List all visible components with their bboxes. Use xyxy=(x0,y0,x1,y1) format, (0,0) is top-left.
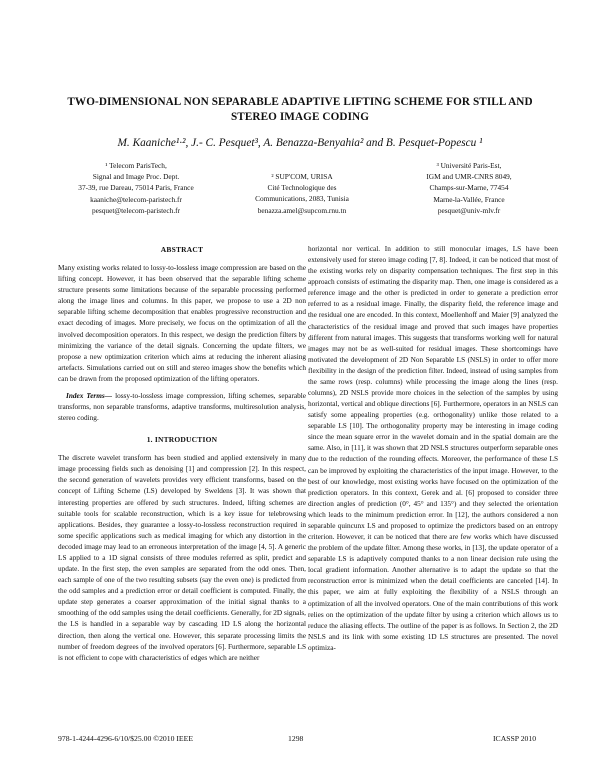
affiliation-email: pesquet@univ-mlv.fr xyxy=(437,205,501,215)
affiliation-line: IGM and UMR-CNRS 8049, xyxy=(426,172,512,182)
affiliation-1 xyxy=(50,160,222,216)
index-terms xyxy=(58,391,306,424)
index-terms-label: Index Terms— xyxy=(66,391,112,400)
affiliation-line: ¹ Telecom ParisTech, xyxy=(105,161,167,170)
affiliation-email: benazza.amel@supcom.rnu.tn xyxy=(257,205,347,215)
abstract-heading: ABSTRACT xyxy=(160,245,204,254)
affiliation-line: Signal and Image Proc. Dept. xyxy=(92,172,180,182)
paper-title xyxy=(40,95,560,125)
affiliation-email: pesquet@telecom-paristech.fr xyxy=(91,205,181,215)
affiliation-line: Cité Technologique des xyxy=(267,183,337,193)
author-list: M. Kaaniche¹·², J.- C. Pesquet³, A. Benazza-Benyahia² and B. Pesquet-Popescu ¹ xyxy=(117,137,483,149)
affiliation-line: ³ Université Paris-Est, xyxy=(436,161,502,170)
introduction-continued-text: horizontal nor vertical. In addition to still monocular images, LS have been extensively used for stereo image coding [7, 8]. Indeed, it can be noticed that most of the existing works rely on disparity compensation techniques. The first step in this approach consists of estimating the disparity map. Then, one image is considered as a reference image and the other is predicted in order to generate a prediction error referred to as a residual image. Finally, the disparity field, the reference image and the residual one are encoded. In this context, Moellenhoff and Maier [9] analyzed the characteristics of the residual image and proved that such images have properties different from natural images. This suggests that transforms working well for natural images may not be as well-suited for residual images. These shortcomings have motivated the development of 2D Non Separable LS (NSLS) in order to offer more flexibility in the design of the prediction filter. Indeed, instead of using samples from the same rows (resp. columns) while processing the image along the lines (resp. columns), 2D NSLS provide more choices in the selection of the samples by using horizontal, vertical and oblique directions [6]. Furthermore, operators in an NSLS can satisfy some appealing properties (e.g. orthogonality) unlike those related to a separable LS [10]. The orthogonality property may be interesting in image coding since the mean square error in the wavelet domain and in the spatial domain are the same. Also, in [11], it was shown that 2D NSLS structures outperform separable ones due to the reduction of the rounding effects. Moreover, the performance of these LS can be improved by exploiting the characteristics of the input image. However, to the best of our knowledge, most existing works have focused on the optimization of the prediction operators. In this context, Gerek and al. [6] proposed to consider three direction angles of prediction (0°, 45° and 135°) and they selected the orientation which leads to the minimum prediction error. In [12], the authors considered a non separable quincunx LS and proposed to optimize the predictors based on an entropy criterion. However, it can be noticed that there are few works which have discussed the problem of the update filter. Among these works, in [13], the update operator of a separable LS is adaptively computed thanks to a non linear decision rule using the local gradient information. Another alternative is to adapt the update so that the reconstruction error is minimized when the detail coefficients are canceled [14]. In this paper, we aim at fully exploiting the flexibility of a NSLS through an optimization of all the involved operators. One of the main contributions of this work relies on the optimization of the update filter by using a criterion which allows us to reduce the aliasing effects. The outline of the paper is as follows. In Section 2, the 2D NSLS and its link with some existing 1D LS structures are presented. The novel optimiza- xyxy=(308,245,558,652)
introduction-heading: 1. INTRODUCTION xyxy=(146,435,218,445)
affiliation-3 xyxy=(382,160,556,216)
affiliation-line: 37-39, rue Dareau, 75014 Paris, France xyxy=(78,183,194,193)
right-column xyxy=(308,244,558,654)
left-column xyxy=(58,244,306,664)
affiliation-line: Marne-la-Vallée, France xyxy=(433,194,505,204)
introduction-text: The discrete wavelet transform has been studied and applied extensively in many image processing fields such as denoising [1] and compression [2]. In this respect, the second generation of wavelets provides very efficient transforms, based on the concept of Lifting Scheme (LS) developed by Sweldens [3]. It was shown that interesting properties are offered by such structures. Indeed, lifting schemes are suitable tools for scalable reconstruction, which is a key issue for telebrowsing applications. Besides, they guarantee a lossy-to-lossless reconstruction required in some specific applications such as medical imaging for which any distortion in the decoded image may lead to an erroneous interpretation of the image [4, 5]. A generic LS applied to a 1D signal consists of three modules referred as split, predict and update. In the first step, the even samples are separated from the odd ones. Then, each sample of one of the two resulting subsets (say the even one) is predicted from the odd samples and a prediction error or detail coefficient is computed. Finally, the update step generates a coarser approximation of the initial signal thanks to a smoothing of the odd samples using the detail coefficients. Generally, for 2D signals, the LS is handled in a separable way by cascading 1D LS along the horizontal direction, then along the vertical one. However, this separate processing limits the number of freedom degrees of the involved operators [6]. Furthermore, separable LS is not efficient to cope with characteristics of edges which are neither xyxy=(58,454,306,662)
abstract-text: Many existing works related to lossy-to-lossless image compression are based on the lifting concept. However, it has been observed that the separable lifting scheme structure presents some limitations because of the separable processing performed along the image lines and columns. In this paper, we propose to use a 2D non separable lifting scheme decomposition that enables progressive reconstruction and exact decoding of images. More precisely, we focus on the optimization of all the involved decomposition operators. In this respect, we design the prediction filters by minimizing the variance of the detail signals. Concerning the update filters, we propose a new optimization criterion which aims at reducing the inherent aliasing artefacts. Simulations carried out on still and stereo images show the benefits which can be drawn from the proposed optimization of the lifting operators. xyxy=(58,264,306,383)
index-terms-text: lossy-to-lossless image compression, lifting schemes, separable transforms, non separable transforms, adaptive transforms, multiresolution analysis, stereo coding. xyxy=(58,391,306,423)
page-number: 1298 xyxy=(288,734,304,743)
affiliation-2 xyxy=(222,171,382,216)
title-line-2: STEREO IMAGE CODING xyxy=(230,111,370,123)
title-line-1: TWO-DIMENSIONAL NON SEPARABLE ADAPTIVE LIFTING SCHEME FOR STILL AND xyxy=(67,96,533,108)
copyright-notice: 978-1-4244-4296-6/10/$25.00 ©2010 IEEE xyxy=(58,734,194,743)
conference-name: ICASSP 2010 xyxy=(493,734,537,743)
affiliation-email: kaaniche@telecom-paristech.fr xyxy=(90,194,182,204)
affiliation-line: Communications, 2083, Tunisia xyxy=(255,194,349,204)
affiliation-line: Champs-sur-Marne, 77454 xyxy=(429,183,509,193)
affiliation-line: ² SUP'COM, URISA xyxy=(271,172,333,181)
